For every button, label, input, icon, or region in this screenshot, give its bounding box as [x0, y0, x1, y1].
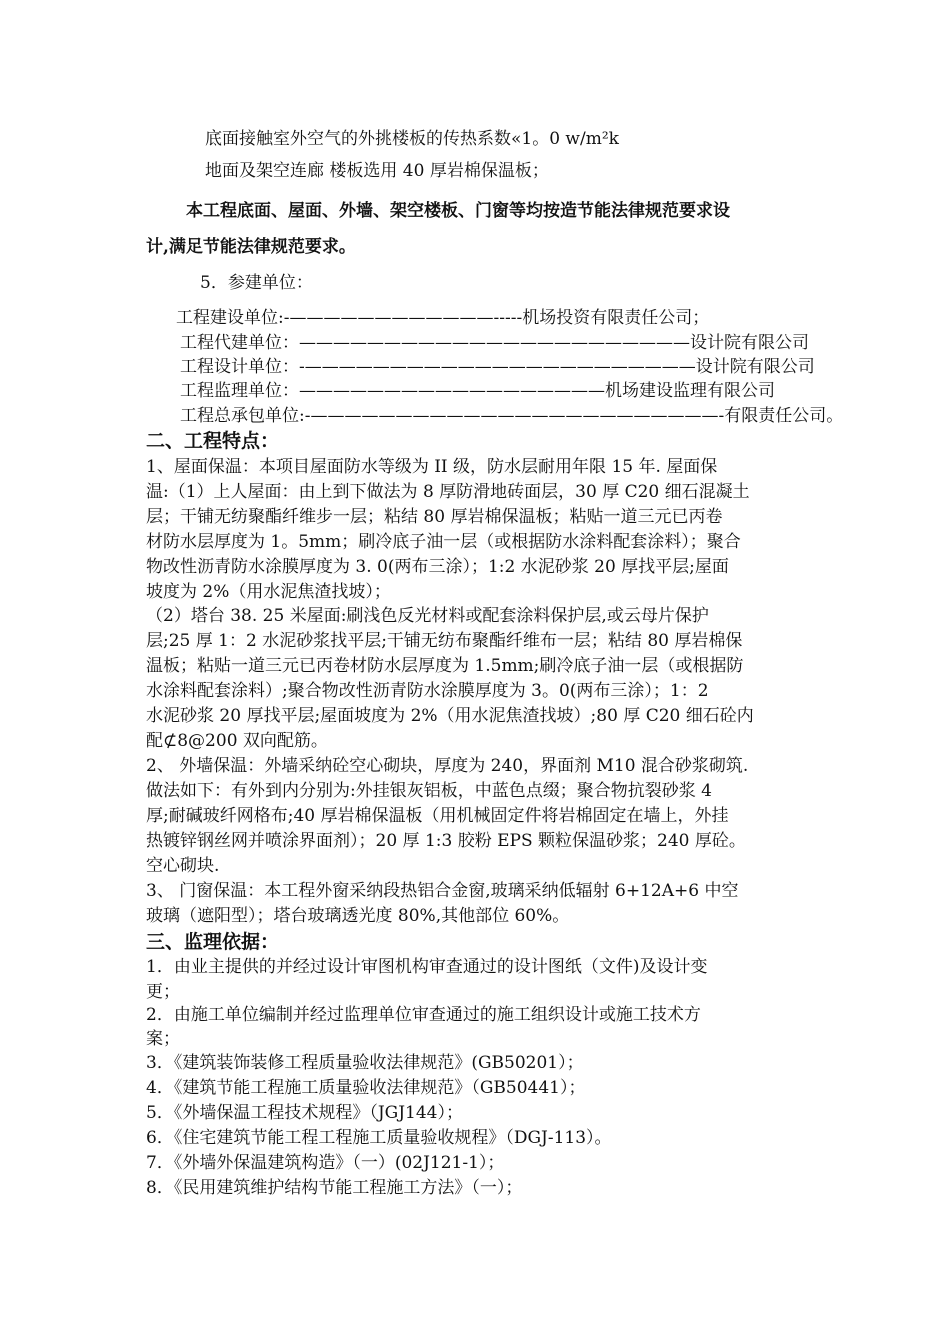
section-3-line: 8．《民用建筑维护结构节能工程施工方法》（一）；	[146, 1178, 523, 1198]
unit-construction: 工程建设单位:-————————————-----机场投资有限责任公司；	[176, 308, 710, 328]
participants-heading: 5．参建单位：	[200, 273, 313, 293]
section-2-line: 物改性沥青防水涂膜厚度为 3. 0(两布三涂）；1:2 水泥砂浆 20 厚找平层;屋面	[146, 557, 729, 577]
section-2-line: 坡度为 2%（用水泥焦渣找坡）；	[146, 582, 391, 602]
section-2-line: 层;25 厚 1：2 水泥砂浆找平层;干铺无纺布聚酯纤维布一层；粘结 80 厚岩棉保	[146, 631, 743, 651]
section-3-line: 3．《建筑装饰装修工程质量验收法律规范》(GB50201）；	[146, 1053, 584, 1073]
section-3-line: 案；	[146, 1029, 180, 1049]
section-2-line: 1、屋面保温：本项目屋面防水等级为 II 级，防水层耐用年限 15 年. 屋面保	[146, 457, 718, 477]
unit-supervision: 工程监理单位：——————————————————机场建设监理有限公司	[180, 381, 775, 401]
section-3-line: 5．《外墙保温工程技术规程》（JGJ144）；	[146, 1103, 463, 1123]
ground-insulation-line: 地面及架空连廊 楼板选用 40 厚岩棉保温板；	[205, 161, 549, 181]
section-2-line: 做法如下：有外到内分别为:外挂银灰铝板，中蓝色点缀；聚合物抗裂砂浆 4	[146, 781, 712, 801]
section-2-line: 2、 外墙保温：外墙采纳砼空心砌块，厚度为 240，界面剂 M10 混合砂浆砌筑.	[146, 756, 749, 776]
unit-contractor: 工程总承包单位:-————————————————————————-有限责任公司。	[180, 406, 844, 426]
section-3-line: 7．《外墙外保温建筑构造》（一）(02J121-1）；	[146, 1153, 505, 1173]
section-2-line: 热镀锌钢丝网并喷涂界面剂）；20 厚 1:3 胶粉 EPS 颗粒保温砂浆；240 厚砼。	[146, 831, 746, 851]
section-2-line: 温:（1）上人屋面：由上到下做法为 8 厚防滑地砖面层，30 厚 C20 细石混凝土	[146, 482, 750, 502]
section-3-line: 更；	[146, 982, 180, 1002]
section-2-line: 3、 门窗保温：本工程外窗采纳段热铝合金窗,玻璃采纳低辐射 6+12A+6 中空	[146, 881, 739, 901]
unit-agent: 工程代建单位：———————————————————————设计院有限公司	[180, 333, 809, 353]
section-2-line: 配⊄8@200 双向配筋。	[146, 731, 328, 751]
section-2-line: 材防水层厚度为 1。5mm；刷冷底子油一层（或根据防水涂料配套涂料）；聚合	[146, 532, 741, 552]
section-2-line: 空心砌块.	[146, 856, 220, 876]
section-3-line: 1．由业主提供的并经过设计审图机构审查通过的设计图纸（文件)及设计变	[146, 957, 708, 977]
section-3-heading: 三、监理依据：	[146, 931, 280, 953]
u-value-line: 底面接触室外空气的外挑楼板的传热系数«1。0 w/m²k	[205, 129, 619, 149]
section-2-heading: 二、工程特点：	[146, 430, 280, 452]
section-2-line: 玻璃（遮阳型）；塔台玻璃透光度 80%,其他部位 60%。	[146, 906, 570, 926]
section-2-line: 水泥砂浆 20 厚找平层;屋面坡度为 2%（用水泥焦渣找坡）;80 厚 C20 细石砼内	[146, 706, 754, 726]
section-2-line: 层；干铺无纺聚酯纤维步一层；粘结 80 厚岩棉保温板；粘贴一道三元已丙卷	[146, 507, 723, 527]
compliance-line-2: 计,满足节能法律规范要求。	[146, 237, 356, 257]
compliance-line-1: 本工程底面、屋面、外墙、架空楼板、门窗等均按造节能法律规范要求设	[186, 201, 730, 221]
section-3-line: 6．《住宅建筑节能工程工程施工质量验收规程》（DGJ-113）。	[146, 1128, 612, 1148]
section-2-line: 温板；粘贴一道三元已丙卷材防水层厚度为 1.5mm;刷冷底子油一层（或根据防	[146, 656, 744, 676]
section-3-line: 2．由施工单位编制并经过监理单位审查通过的施工组织设计或施工技术方	[146, 1005, 701, 1025]
section-2-line: 厚;耐碱玻纤网格布;40 厚岩棉保温板（用机械固定件将岩棉固定在墙上，外挂	[146, 806, 729, 826]
section-3-line: 4．《建筑节能工程施工质量验收法律规范》（GB50441）；	[146, 1078, 586, 1098]
section-2-line: （2）塔台 38. 25 米屋面:刷浅色反光材料或配套涂料保护层,或云母片保护	[146, 606, 709, 626]
unit-design: 工程设计单位：-———————————————————————设计院有限公司	[180, 357, 815, 377]
section-2-line: 水涂料配套涂料）;聚合物改性沥青防水涂膜厚度为 3。0(两布三涂）；1：2	[146, 681, 709, 701]
